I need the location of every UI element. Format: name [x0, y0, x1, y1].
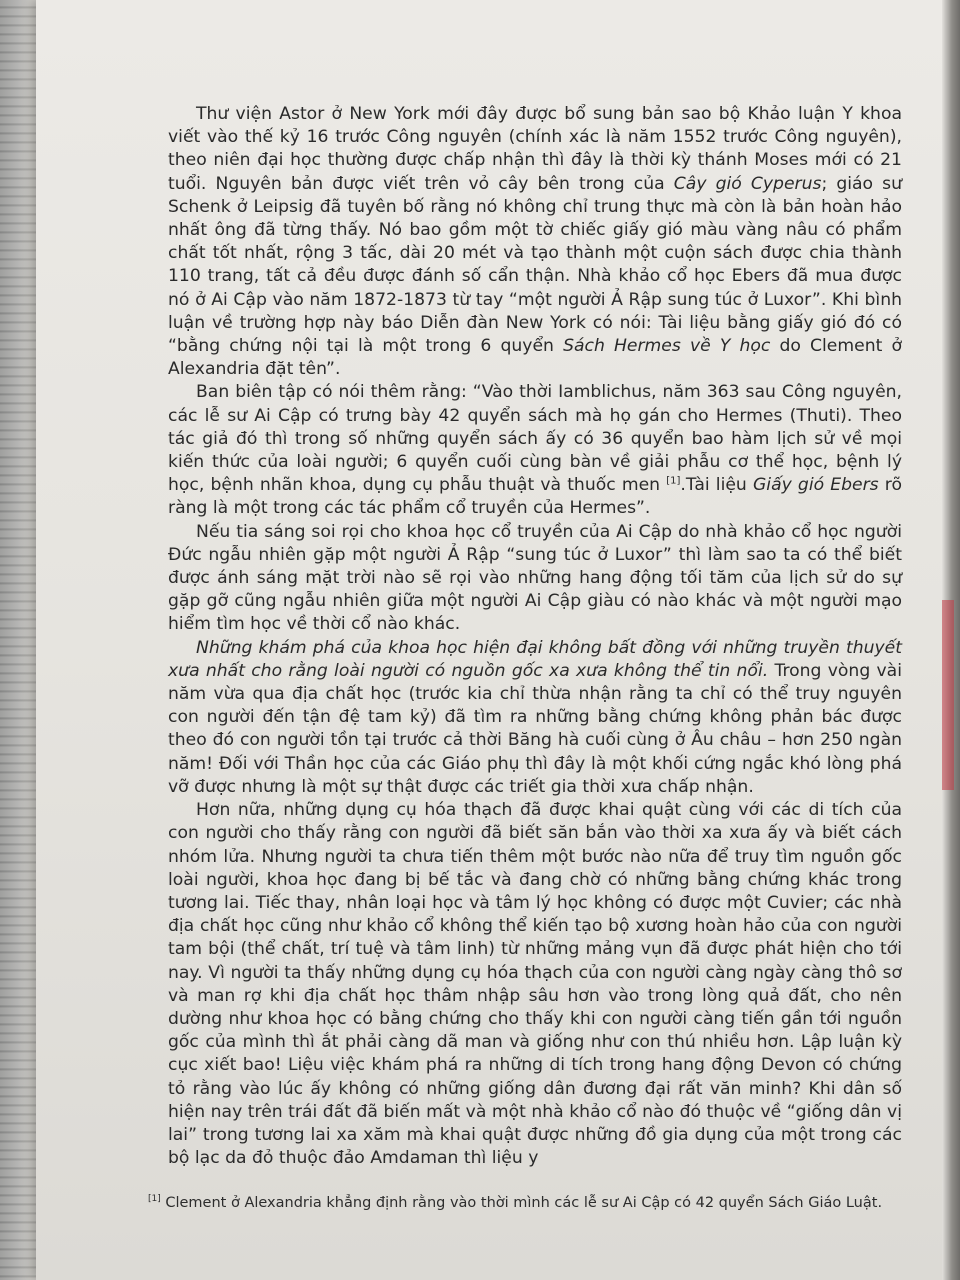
text-run: do Clement ở Alexandria đặt tên”.: [168, 336, 902, 380]
paragraph: [168, 381, 902, 520]
footnote: [148, 1193, 910, 1214]
text-run: Ban biên tập có nói thêm rằng: “Vào thời Iamblichus, năm 363 sau Công nguyên, các lễ sư Ai Cập có trưng bày 42 quyển sách mà họ gán cho Hermes (Thuti). Theo tác giả đó thì trong số những quyển sách ấy có 36 quyển bao hàm lịch sử về mọi kiến thức của loài người; 6 quyển cuối cùng bàn về giải phẫu cơ thể học, bệnh lý học, bệnh nhãn khoa, dụng cụ phẫu thuật và thuốc men: [168, 382, 902, 496]
footnote-reference: [1]: [666, 475, 681, 487]
paragraph: [168, 103, 902, 381]
text-run: Hơn nữa, những dụng cụ hóa thạch đã được khai quật cùng với các di tích của con người cho thấy rằng con người đã biết săn bắn vào thời xa xưa ấy và biết cách nhóm lửa. Nhưng người ta chưa tiến thêm một bước nào nữa để truy tìm nguồn gốc loài người, khoa học đang bị bế tắc và đang chờ có những bằng chứng khác trong tương lai. Tiếc thay, nhân loại học và tâm lý học không có được một Cuvier; các nhà địa chất học cũng như khảo cổ không thể kiến tạo bộ xương hoàn hảo của con người tam bội (thể chất, trí tuệ và tâm linh) từ những mảng vụn đã được phát hiện cho tới nay. Vì người ta thấy những dụng cụ hóa thạch của con người càng ngày càng thô sơ và man rợ khi địa chất học thâm nhập sâu hơn vào trong lòng quả đất, cho nên dường như khoa học có bằng chứng cho thấy khi con người càng tiến gần tới nguồn gốc của mình thì ắt phải càng dã man và giống như con thú nhiều hơn. Lập luận kỳ cục xiết bao! Liệu việc khám phá ra những di tích trong hang động Devon có chứng tỏ rằng vào lúc ấy không có những giống dân đương đại rất văn minh? Khi dân số hiện nay trên trái đất đã biến mất và một nhà khảo cổ nào đó thuộc về “giống dân vị lai” trong tương lai xa xăm mà khai quật được những đồ gia dụng của một trong các bộ lạc da đỏ thuộc đảo Amdaman thì liệu y: [168, 800, 902, 1169]
body-text: [168, 103, 902, 1170]
italic-text: Giấy gió Ebers: [752, 475, 879, 496]
text-run: Nếu tia sáng soi rọi cho khoa học cổ truyền của Ai Cập do nhà khảo cổ học người Đức ngẫu nhiên gặp một người Ả Rập “sung túc ở Luxor” thì làm sao ta có thể biết được ánh sáng mặt trời nào sẽ rọi vào những hang động tối tăm của lịch sử do sự gặp gỡ cũng ngẫu nhiên giữa một người Ai Cập giàu có nào khác và một người mạo hiểm tìm học về thời cổ nào khác.: [168, 521, 902, 635]
paragraph: [168, 637, 902, 799]
red-bookmark-edge: [942, 600, 954, 790]
italic-text: Những khám phá của khoa học hiện đại không bất đồng với những truyền thuyết xưa nhất cho rằng loài người có nguồn gốc xa xưa không thể tin nổi.: [168, 637, 902, 681]
paragraph: [168, 799, 902, 1170]
text-run: Trong vòng vài năm vừa qua địa chất học (trước kia chỉ thừa nhận rằng ta chỉ có thể truy nguyên con người đến tận đệ tam kỷ) đã tìm ra những bằng chứng không phản bác được theo đó con người tồn tại trước cả thời Băng hà cuối cùng ở Âu châu – hơn 250 ngàn năm! Đối với Thần học của các Giáo phụ thì đây là một khối cứng ngắc khó lòng phá vỡ được nhưng là một sự thật được các triết gia thời xưa chấp nhận.: [168, 660, 902, 797]
book-page: [36, 0, 944, 1280]
text-run: ; giáo sư Schenk ở Leipsig đã tuyên bố rằng nó không chỉ trung thực mà còn là bản hoàn hảo nhất ông đã từng thấy. Nó bao gồm một tờ chiếc giấy gió màu vàng nâu có phẩm chất tốt nhất, rộng 3 tấc, dài 20 mét và tạo thành một cuộn sách được chia thành 110 trang, tất cả đều được đánh số cẩn thận. Nhà khảo cổ học Ebers đã mua được nó ở Ai Cập vào năm 1872-1873 từ tay “một người Ả Rập sung túc ở Luxor”. Khi bình luận về trường hợp này báo Diễn đàn New York có nói: Tài liệu bằng giấy gió đó có “bằng chứng nội tại là một trong 6 quyển: [168, 173, 902, 357]
italic-text: Cây gió Cyperus: [673, 173, 822, 194]
footnote-text: Clement ở Alexandria khẳng định rằng vào thời mình các lễ sư Ai Cập có 42 quyển Sách Giáo Luật.: [160, 1195, 883, 1211]
footnote-marker: [1]: [148, 1194, 161, 1205]
text-run: .Tài liệu: [680, 475, 753, 496]
paragraph: [168, 521, 902, 637]
text-run: Thư viện Astor ở New York mới đây được bổ sung bản sao bộ Khảo luận Y khoa viết vào thế kỷ 16 trước Công nguyên (chính xác là năm 1552 trước Công nguyên), theo niên đại học thường được chấp nhận thì đây là thời kỳ thánh Moses mới có 21 tuổi. Nguyên bản được viết trên vỏ cây bên trong của: [168, 104, 902, 194]
text-run: rõ ràng là một trong các tác phẩm cổ truyền của Hermes”.: [168, 475, 902, 519]
italic-text: Sách Hermes về Y học: [563, 336, 771, 357]
